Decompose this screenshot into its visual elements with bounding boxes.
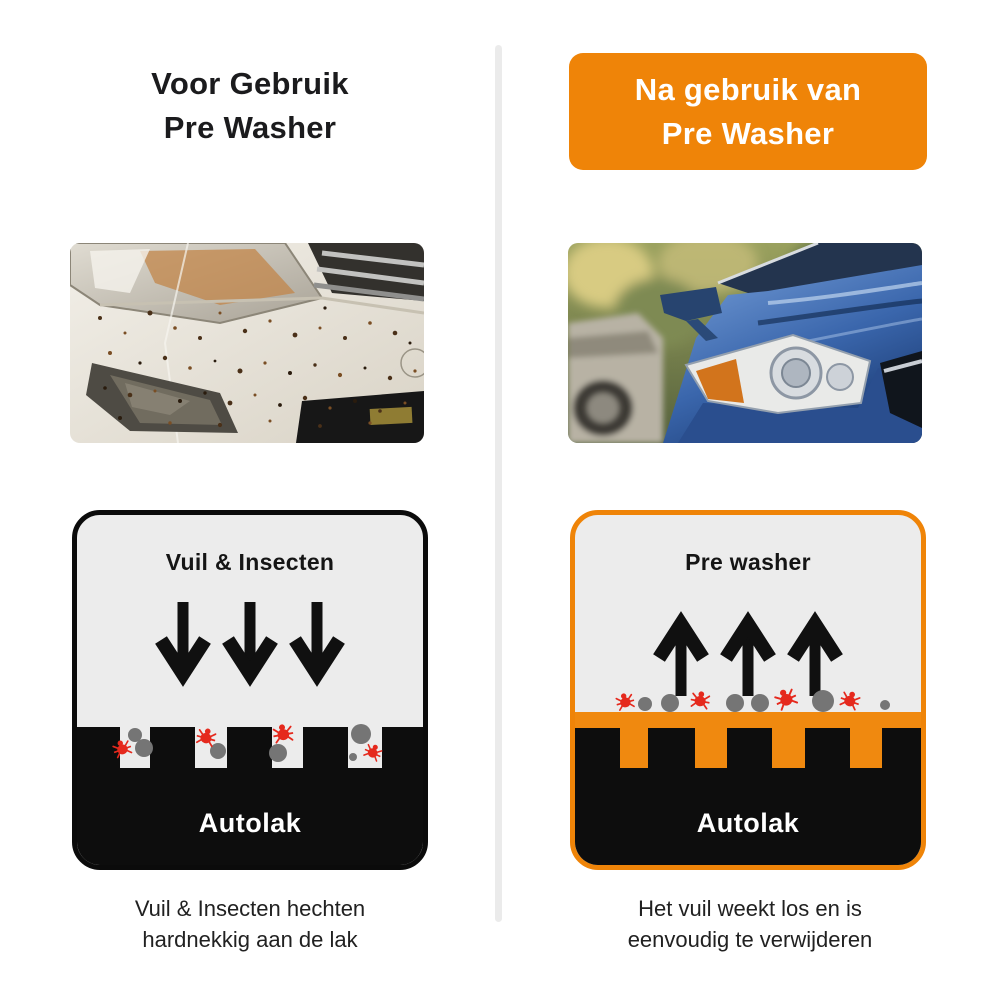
right-column	[500, 0, 1000, 1002]
right-layer-label: Autolak	[696, 808, 800, 838]
right-diagram-label: Pre washer	[685, 549, 811, 575]
bug-icon	[773, 686, 798, 710]
left-diagram	[72, 510, 428, 870]
left-caption-line2: hardnekkig aan de lak	[142, 927, 358, 952]
left-title-line2: Pre Washer	[163, 110, 337, 145]
bug-icon	[196, 727, 218, 747]
left-caption	[0, 893, 500, 955]
left-layer-label: Autolak	[198, 808, 302, 838]
clean-car-photo	[568, 243, 922, 443]
left-title-line1: Voor Gebruik	[151, 66, 349, 101]
down-arrows-icon	[77, 600, 423, 700]
left-paint-layer	[77, 715, 423, 865]
right-title-line1: Na gebruik van	[634, 71, 862, 107]
bug-icon	[690, 690, 711, 709]
clean-car-illustration	[568, 243, 922, 443]
right-caption-line2: eenvoudig te verwijderen	[627, 927, 873, 952]
left-title	[0, 62, 500, 150]
right-caption	[500, 893, 1000, 955]
right-diagram	[570, 510, 926, 870]
left-diagram-label: Vuil & Insecten	[165, 549, 335, 575]
dirty-car-photo	[70, 243, 424, 443]
dirty-car-illustration	[70, 243, 424, 443]
bug-icon	[363, 742, 384, 762]
right-title-badge	[569, 53, 927, 170]
bug-icon	[272, 723, 294, 743]
right-title-line2: Pre Washer	[661, 115, 835, 151]
right-caption-line1: Het vuil weekt los en is	[638, 896, 862, 921]
left-caption-line1: Vuil & Insecten hechten	[134, 896, 366, 921]
bug-icon	[839, 689, 861, 710]
bug-icon	[615, 692, 635, 711]
